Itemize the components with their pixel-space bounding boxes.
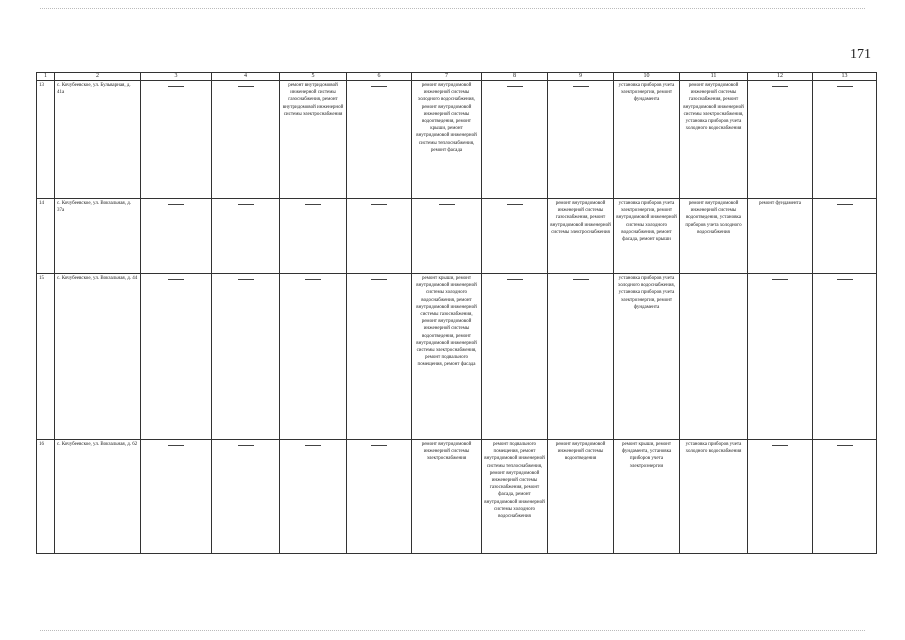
dash-mark — [168, 204, 184, 205]
dash-mark — [168, 279, 184, 280]
column-number: 9 — [548, 73, 614, 81]
dash-mark — [837, 279, 853, 280]
dash-mark — [507, 204, 523, 205]
empty-cell — [813, 274, 877, 440]
empty-cell — [141, 274, 212, 440]
empty-cell — [212, 274, 280, 440]
dash-mark — [837, 86, 853, 87]
row-address: с. Кочубеевское, ул. Бульварная, д. 41а — [55, 81, 141, 199]
empty-cell — [212, 440, 280, 554]
works-cell: ремонт крыши, ремонт фундамента, установка приборов учета электроэнергии — [614, 440, 680, 554]
dash-mark — [439, 204, 455, 205]
page-number: 171 — [850, 47, 871, 62]
dash-mark — [168, 445, 184, 446]
empty-cell — [748, 440, 813, 554]
empty-cell — [141, 199, 212, 274]
empty-cell — [482, 199, 548, 274]
works-cell: ремонт внутридомовой инженерной системы газоснабжения, ремонт внутридомовой инженерной системы электроснабжения, установка приборов учета холодного водоснабжения — [680, 81, 748, 199]
row-number: 15 — [37, 274, 55, 440]
row-address: с. Кочубеевское, ул. Вокзальная, д. 62 — [55, 440, 141, 554]
works-cell: ремонт внутридомовой инженерной системы водоотведения, установка приборов учета холодного водоснабжения — [680, 199, 748, 274]
empty-cell — [548, 81, 614, 199]
dash-mark — [837, 445, 853, 446]
table-row — [37, 440, 877, 554]
empty-cell — [141, 440, 212, 554]
dash-mark — [305, 279, 321, 280]
scan-noise-top — [40, 8, 865, 10]
dash-mark — [573, 86, 589, 87]
empty-cell — [280, 274, 347, 440]
column-number: 12 — [748, 73, 813, 81]
dash-mark — [772, 279, 788, 280]
empty-cell — [482, 274, 548, 440]
empty-cell — [548, 274, 614, 440]
empty-cell — [280, 199, 347, 274]
dash-mark — [305, 204, 321, 205]
column-number: 6 — [347, 73, 412, 81]
column-number: 1 — [37, 73, 55, 81]
dash-mark — [371, 204, 387, 205]
column-number: 11 — [680, 73, 748, 81]
dash-mark — [507, 279, 523, 280]
empty-cell — [813, 440, 877, 554]
column-number: 3 — [141, 73, 212, 81]
works-cell: ремонт внутридомовой инженерной системы газоснабжения, ремонт внутридомовой инженерной системы электроснабжения — [548, 199, 614, 274]
row-number: 13 — [37, 81, 55, 199]
column-number: 2 — [55, 73, 141, 81]
works-cell: установка приборов учета холодного водоснабжения, установка приборов учета электроэнергии, ремонт фундамента — [614, 274, 680, 440]
dash-mark — [168, 86, 184, 87]
empty-cell — [347, 81, 412, 199]
column-number: 4 — [212, 73, 280, 81]
scan-noise-bottom — [40, 630, 865, 632]
works-cell: установка приборов учета электроэнергии, ремонт фундамента — [614, 81, 680, 199]
empty-cell — [412, 199, 482, 274]
row-number: 16 — [37, 440, 55, 554]
column-number: 8 — [482, 73, 548, 81]
column-number: 5 — [280, 73, 347, 81]
empty-cell — [141, 81, 212, 199]
empty-cell — [212, 81, 280, 199]
table-row — [37, 274, 877, 440]
column-number: 13 — [813, 73, 877, 81]
works-cell: ремонт внутридомовой инженерной системы холодного водоснабжения, ремонт внутридомовой инженерной системы водоотведения, ремонт крыши, ремонт внутридомовой инженерной системы теплоснабжения, ремонт фасада — [412, 81, 482, 199]
dash-mark — [238, 445, 254, 446]
empty-cell — [280, 440, 347, 554]
dash-mark — [772, 445, 788, 446]
column-number: 7 — [412, 73, 482, 81]
works-cell: установка приборов учета электроэнергии, ремонт внутридомовой инженерной системы холодного водоснабжения, ремонт фасада, ремонт крыши — [614, 199, 680, 274]
dash-mark — [371, 279, 387, 280]
works-cell: ремонт фундамента — [748, 199, 813, 274]
dash-mark — [238, 86, 254, 87]
empty-cell — [748, 81, 813, 199]
empty-cell — [347, 440, 412, 554]
empty-cell — [748, 274, 813, 440]
table-row — [37, 199, 877, 274]
works-cell — [680, 274, 748, 440]
works-cell: ремонт подвального помещения, ремонт внутридомовой инженерной системы теплоснабжения, ремонт внутридомовой инженерной системы газоснабжения, ремонт фасада, ремонт внутридомовой инженерной системы холодного водоснабжения — [482, 440, 548, 554]
row-number: 14 — [37, 199, 55, 274]
works-cell: ремонт внутридомовой инженерной системы электроснабжения — [412, 440, 482, 554]
works-cell: установка приборов учета холодного водоснабжения — [680, 440, 748, 554]
dash-mark — [371, 445, 387, 446]
empty-cell — [813, 81, 877, 199]
dash-mark — [371, 86, 387, 87]
empty-cell — [212, 199, 280, 274]
dash-mark — [573, 279, 589, 280]
empty-cell — [347, 274, 412, 440]
dash-mark — [772, 86, 788, 87]
row-address: с. Кочубеевское, ул. Вокзальная, д. 37а — [55, 199, 141, 274]
works-cell: ремонт крыши, ремонт внутридомовой инженерной системы холодного водоснабжения, ремонт внутридомовой инженерной системы газоснабжения, ремонт внутридомовой инженерной системы водоотведения, ремонт внутридомовой инженерной системы электроснабжения, ремонт подвального помещения, ремонт фасада — [412, 274, 482, 440]
empty-cell — [347, 199, 412, 274]
column-number: 10 — [614, 73, 680, 81]
empty-cell — [482, 81, 548, 199]
works-cell: ремонт внутридомовой инженерной системы газоснабжения, ремонт внутридомовой инженерной системы электроснабжения — [280, 81, 347, 199]
dash-mark — [507, 86, 523, 87]
table-row — [37, 81, 877, 199]
dash-mark — [238, 279, 254, 280]
works-table — [36, 72, 877, 554]
dash-mark — [305, 445, 321, 446]
empty-cell — [813, 199, 877, 274]
dash-mark — [238, 204, 254, 205]
works-cell: ремонт внутридомовой инженерной системы водоотведения — [548, 440, 614, 554]
dash-mark — [837, 204, 853, 205]
row-address: с. Кочубеевское, ул. Вокзальная, д. 44 — [55, 274, 141, 440]
column-numbers-row — [37, 73, 877, 81]
